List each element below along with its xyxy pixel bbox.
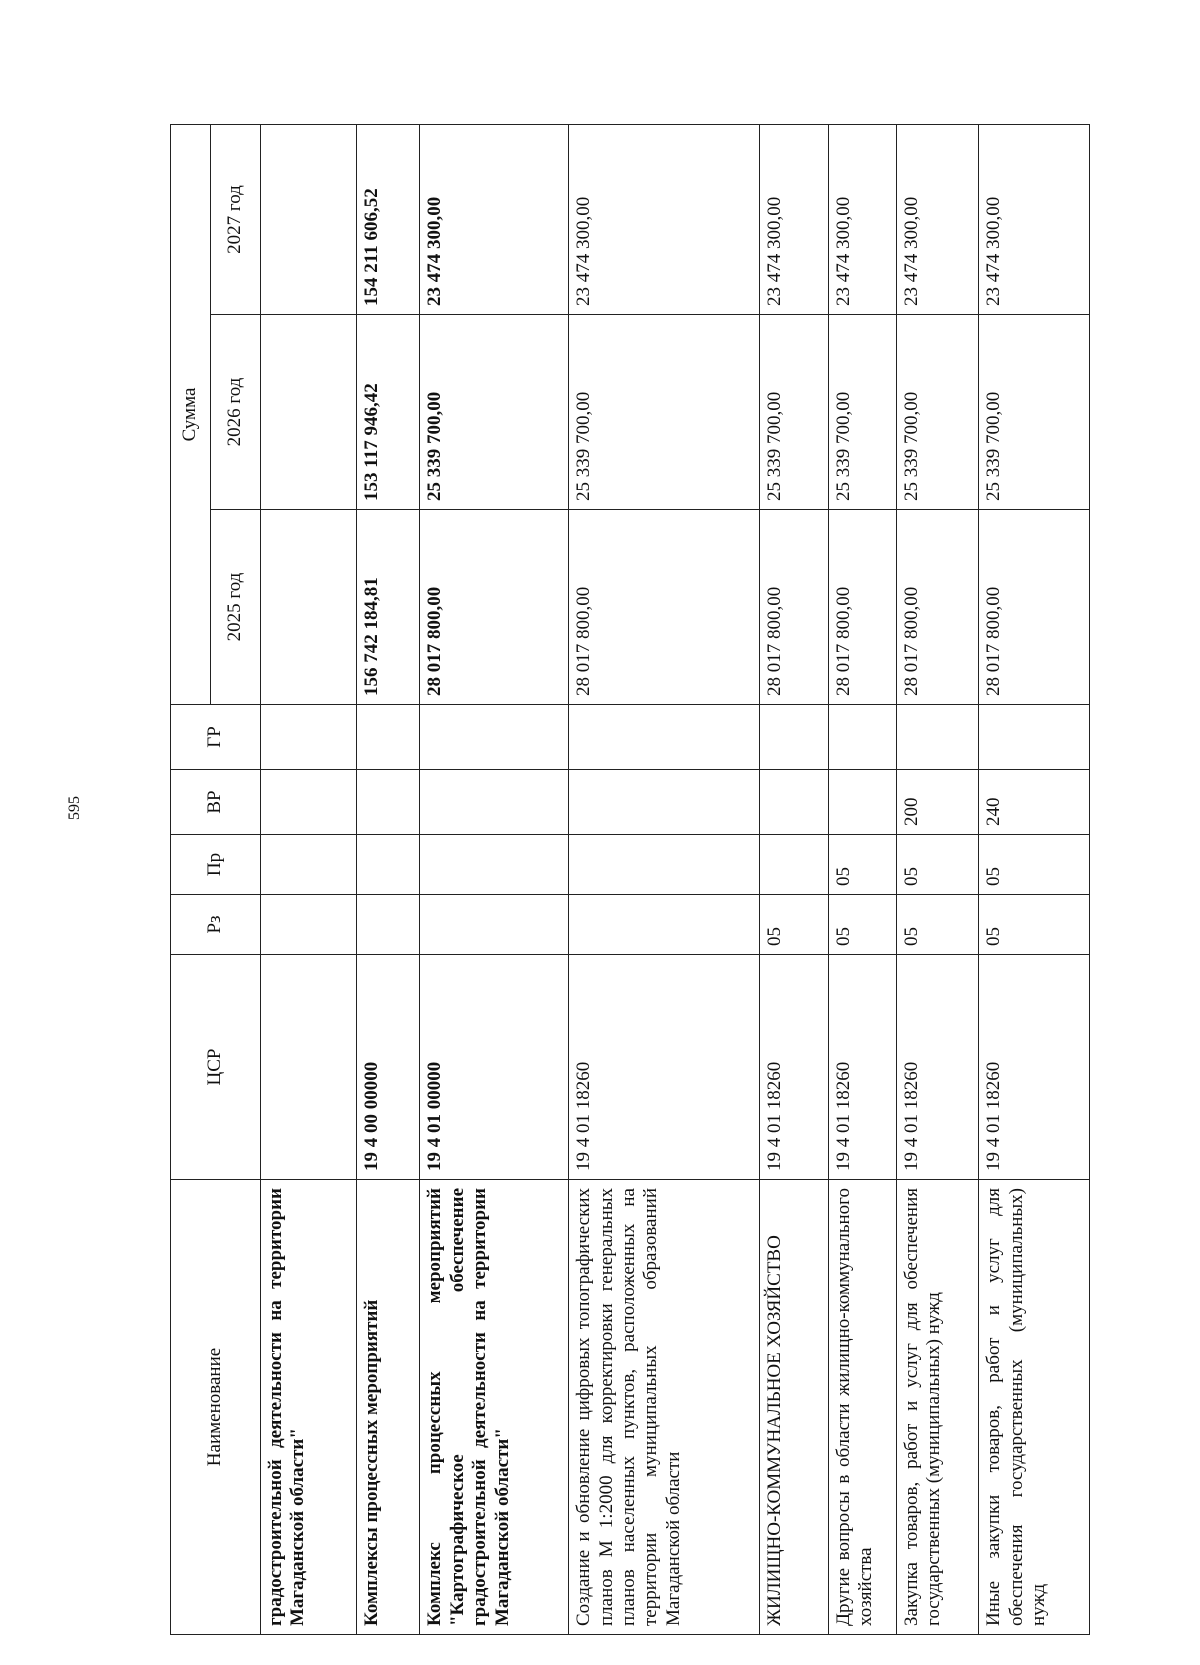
- row-sum-2027: 23 474 300,00: [420, 124, 569, 314]
- row-csr: [261, 955, 357, 1180]
- row-pr: [420, 835, 569, 895]
- row-csr: 19 4 01 00000: [420, 955, 569, 1180]
- table-row: [420, 124, 569, 1634]
- row-rz: 05: [760, 895, 828, 955]
- row-sum-2027: 23 474 300,00: [569, 124, 760, 314]
- row-sum-2025: 156 742 184,81: [356, 510, 420, 705]
- row-vr: [569, 770, 760, 835]
- row-rz: 05: [828, 895, 896, 955]
- header-rz: Рз: [171, 895, 261, 955]
- row-vr: [261, 770, 357, 835]
- row-vr: [828, 770, 896, 835]
- row-csr: 19 4 00 00000: [356, 955, 420, 1180]
- row-sum-2027: [261, 124, 357, 314]
- row-sum-2026: 25 339 700,00: [420, 315, 569, 510]
- row-csr: 19 4 01 18260: [569, 955, 760, 1180]
- header-year-2025: 2025 год: [211, 510, 261, 705]
- table-body: [261, 124, 1090, 1634]
- row-name: Комплекс процессных мероприятий "Картографическое обеспечение градостроительной деятельности на территории Магаданской области": [420, 1180, 569, 1635]
- row-gr: [420, 705, 569, 770]
- header-vr: ВР: [171, 770, 261, 835]
- row-name: Комплексы процессных мероприятий: [356, 1180, 420, 1635]
- row-sum-2025: 28 017 800,00: [569, 510, 760, 705]
- row-sum-2025: 28 017 800,00: [979, 510, 1090, 705]
- row-sum-2025: 28 017 800,00: [760, 510, 828, 705]
- table-row: [261, 124, 357, 1634]
- table-row: [760, 124, 828, 1634]
- row-vr: [760, 770, 828, 835]
- table-row: [979, 124, 1090, 1634]
- header-gr: ГР: [171, 705, 261, 770]
- row-rz: [356, 895, 420, 955]
- row-pr: [760, 835, 828, 895]
- row-sum-2026: 25 339 700,00: [896, 315, 979, 510]
- row-rz: 05: [979, 895, 1090, 955]
- row-sum-2027: 154 211 606,52: [356, 124, 420, 314]
- row-sum-2027: 23 474 300,00: [896, 124, 979, 314]
- row-sum-2026: 25 339 700,00: [569, 315, 760, 510]
- row-rz: [261, 895, 357, 955]
- row-sum-2025: 28 017 800,00: [828, 510, 896, 705]
- row-name: Создание и обновление цифровых топографических планов М 1:2000 для корректировки генеральных планов населенных пунктов, расположенных на территории муниципальных образований Магаданской области: [569, 1180, 760, 1635]
- row-sum-2025: 28 017 800,00: [896, 510, 979, 705]
- row-sum-2026: 25 339 700,00: [979, 315, 1090, 510]
- row-sum-2027: 23 474 300,00: [828, 124, 896, 314]
- row-vr: 240: [979, 770, 1090, 835]
- row-gr: [760, 705, 828, 770]
- row-name: Иные закупки товаров, работ и услуг для обеспечения государственных (муниципальных) нужд: [979, 1180, 1090, 1635]
- row-pr: 05: [979, 835, 1090, 895]
- header-sum: Сумма: [171, 124, 211, 704]
- row-csr: 19 4 01 18260: [760, 955, 828, 1180]
- row-name: ЖИЛИЩНО-КОММУНАЛЬНОЕ ХОЗЯЙСТВО: [760, 1180, 828, 1635]
- row-rz: 05: [896, 895, 979, 955]
- header-pr: Пр: [171, 835, 261, 895]
- row-sum-2026: 25 339 700,00: [828, 315, 896, 510]
- row-sum-2025: [261, 510, 357, 705]
- row-sum-2027: 23 474 300,00: [760, 124, 828, 314]
- row-sum-2027: 23 474 300,00: [979, 124, 1090, 314]
- row-name: Закупка товаров, работ и услуг для обеспечения государственных (муниципальных) нужд: [896, 1180, 979, 1635]
- row-pr: 05: [896, 835, 979, 895]
- header-year-2026: 2026 год: [211, 315, 261, 510]
- table-row: [828, 124, 896, 1634]
- row-rz: [420, 895, 569, 955]
- row-name: Другие вопросы в области жилищно-коммунального хозяйства: [828, 1180, 896, 1635]
- row-gr: [261, 705, 357, 770]
- budget-table: [170, 124, 1090, 1635]
- table-row: [356, 124, 420, 1634]
- row-csr: 19 4 01 18260: [979, 955, 1090, 1180]
- row-pr: 05: [828, 835, 896, 895]
- row-pr: [261, 835, 357, 895]
- row-gr: [356, 705, 420, 770]
- row-sum-2026: 25 339 700,00: [760, 315, 828, 510]
- row-vr: [420, 770, 569, 835]
- page-number: 595: [66, 796, 83, 820]
- row-name: градостроительной деятельности на территории Магаданской области": [261, 1180, 357, 1635]
- header-name: Наименование: [171, 1180, 261, 1635]
- row-rz: [569, 895, 760, 955]
- row-vr: 200: [896, 770, 979, 835]
- row-gr: [896, 705, 979, 770]
- header-csr: ЦСР: [171, 955, 261, 1180]
- row-csr: 19 4 01 18260: [828, 955, 896, 1180]
- header-year-2027: 2027 год: [211, 124, 261, 314]
- row-gr: [828, 705, 896, 770]
- row-gr: [979, 705, 1090, 770]
- table-row: [569, 124, 760, 1634]
- row-sum-2026: 153 117 946,42: [356, 315, 420, 510]
- row-vr: [356, 770, 420, 835]
- row-sum-2025: 28 017 800,00: [420, 510, 569, 705]
- row-gr: [569, 705, 760, 770]
- row-sum-2026: [261, 315, 357, 510]
- row-pr: [356, 835, 420, 895]
- row-csr: 19 4 01 18260: [896, 955, 979, 1180]
- table-row: [896, 124, 979, 1634]
- budget-table-rotated: [170, 125, 1090, 1635]
- row-pr: [569, 835, 760, 895]
